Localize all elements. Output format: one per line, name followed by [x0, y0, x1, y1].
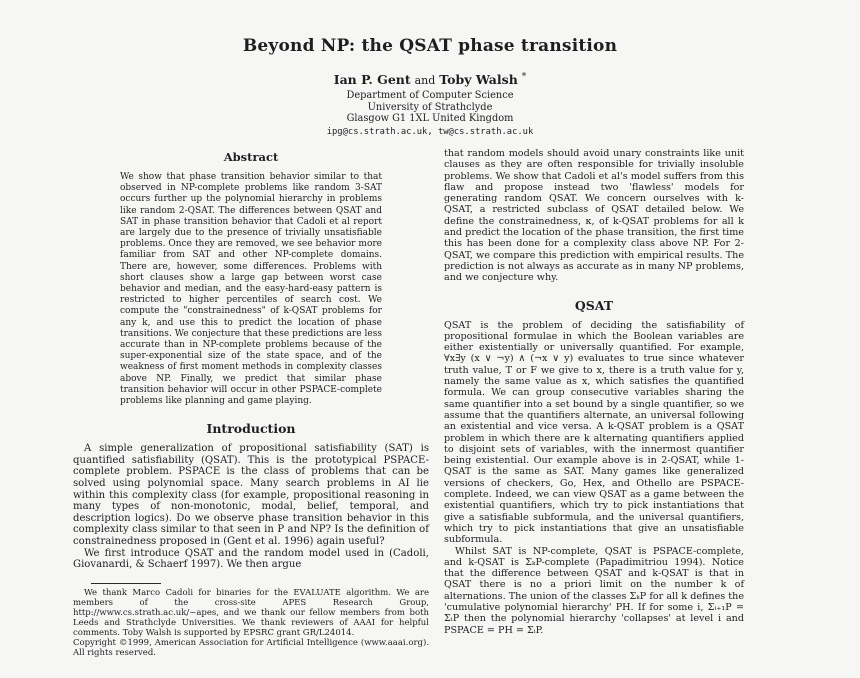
footnote-copyright: Copyright ©1999, American Association for Artificial Intelligence (www.aaai.org). All rights reserved. [73, 637, 429, 658]
affiliation-block [0, 90, 860, 138]
qsat-paragraph-2: Whilst SAT is NP-complete, QSAT is PSPACE-complete, and k-QSAT is ΣₖP-complete (Papadimitriou 1994). Notice that the difference between QSAT and k-QSAT is that in QSAT there is no a priori limit on the number k of alternations. The union of the classes ΣₖP for all k defines the 'cumulative polynomial hierarchy' PH. If for some i, Σᵢ₊₁P = ΣᵢP then the polynomial hierarchy 'collapses' at level i and PSPACE = PH = ΣᵢP. [444, 545, 744, 636]
right-column [444, 148, 744, 658]
author-1: Ian P. Gent [333, 72, 411, 88]
footnote-acknowledgements: We thank Marco Cadoli for binaries for the EVALUATE algorithm. We are members of the cross-site APES Research Group, http://www.cs.strath.ac.uk/~apes, and we thank our fellow members from both Leeds and Strathclyde Universities. We thank reviewers of AAAI for helpful comments. Toby Walsh is supported by EPSRC grant GR/L24014. [73, 587, 429, 638]
footnote-rule [91, 583, 161, 584]
author-2: Toby Walsh [439, 72, 518, 88]
affiliation-address: Glasgow G1 1XL United Kingdom [346, 113, 514, 125]
paper-title: Beyond NP: the QSAT phase transition [242, 36, 618, 56]
two-column-body [73, 148, 744, 658]
author-emails: ipg@cs.strath.ac.uk, tw@cs.strath.ac.uk [326, 126, 534, 137]
qsat-paragraph-1: QSAT is the problem of deciding the satisfiability of propositional formulae in which the Boolean variables are either existentially or universally quantified. For example, ∀x∃y (x ∨ ¬y) ∧ (¬x ∨ y) evaluates to true since whatever truth value, T or F we give to x, there is a truth value for y, namely the same value as x, which satisfies the quantified formula. We can group consecutive variables sharing the same quantifier into a set bound by a single quantifier, so we assume that the quantifiers alternate, an universal following an existential and vice versa. A k-QSAT problem is a QSAT problem in which there are k alternating quantifiers applied to disjoint sets of variables, with the innermost quantifier being existential. Our example above is in 2-QSAT, while 1-QSAT is the same as SAT. Many games like generalized versions of checkers, Go, Hex, and Othello are PSPACE-complete. Indeed, we can view QSAT as a game between the existential quantifiers, which try to pick instantiations that give a satisfiable subformula, and the universal quantifiers, which try to pick instantiations that give an unsatisfiable subformula. [444, 319, 744, 546]
byline [0, 72, 860, 87]
left-column [73, 148, 429, 658]
author-conjunction: and [414, 74, 436, 88]
introduction-heading: Introduction [206, 421, 296, 437]
introduction-paragraph-1: A simple generalization of propositional satisfiability (SAT) is quantified satisfiability (QSAT). This is the prototypical PSPACE-complete problem. PSPACE is the class of problems that can be solved using polynomial space. Many search problems in AI lie within this complexity class (for example, propositional reasoning in many types of non-monotonic, modal, belief, temporal, and description logics). Do we observe phase transition behavior in this complexity class similar to that seen in P and NP? Is the definition of constrainedness proposed in (Gent et al. 1996) again useful? [73, 443, 429, 548]
introduction-paragraph-2: We first introduce QSAT and the random model used in (Cadoli, Giovanardi, & Schaerf 1997). We then argue [73, 547, 429, 571]
author-footnote-marker: * [521, 72, 527, 82]
qsat-section-heading: QSAT [574, 297, 614, 313]
affiliation-department: Department of Computer Science [346, 90, 514, 102]
footnote-block [73, 583, 429, 658]
introduction-paragraph-2-continued: that random models should avoid unary constraints like unit clauses as they are often responsible for trivially insoluble problems. We show that Cadoli et al's model suffers from this flaw and propose instead two 'flawless' models for generating random QSAT. We concern ourselves with k-QSAT, a restricted subclass of QSAT detailed below. We define the constrainedness, κ, of k-QSAT problems for all k and predict the location of the phase transition, the first time this has been done for a complexity class above NP. For 2-QSAT, we compare this prediction with empirical results. The prediction is not always as accurate as in many NP problems, and we conjecture why. [444, 148, 744, 284]
abstract-heading: Abstract [223, 150, 279, 164]
affiliation-university: University of Strathclyde [367, 101, 493, 113]
abstract-text: We show that phase transition behavior similar to that observed in NP-complete problems like random 3-SAT occurs further up the polynomial hierarchy in problems like random 2-QSAT. The differences between QSAT and SAT in phase transition behavior that Cadoli et al report are largely due to the presence of trivially unsatisfiable problems. Once they are removed, we see behavior more familiar from SAT and other NP-complete domains. There are, however, some differences. Problems with short clauses show a large gap between worst case behavior and median, and the easy-hard-easy pattern is restricted to higher percentiles of search cost. We compute the "constrainedness" of k-QSAT problems for any k, and use this to predict the location of phase transitions. We conjecture that these predictions are less accurate than in NP-complete problems because of the super-exponential size of the state space, and of the weakness of first moment methods in complexity classes above NP. Finally, we predict that similar phase transition behavior will occur in other PSPACE-complete problems like planning and game playing. [120, 172, 382, 407]
